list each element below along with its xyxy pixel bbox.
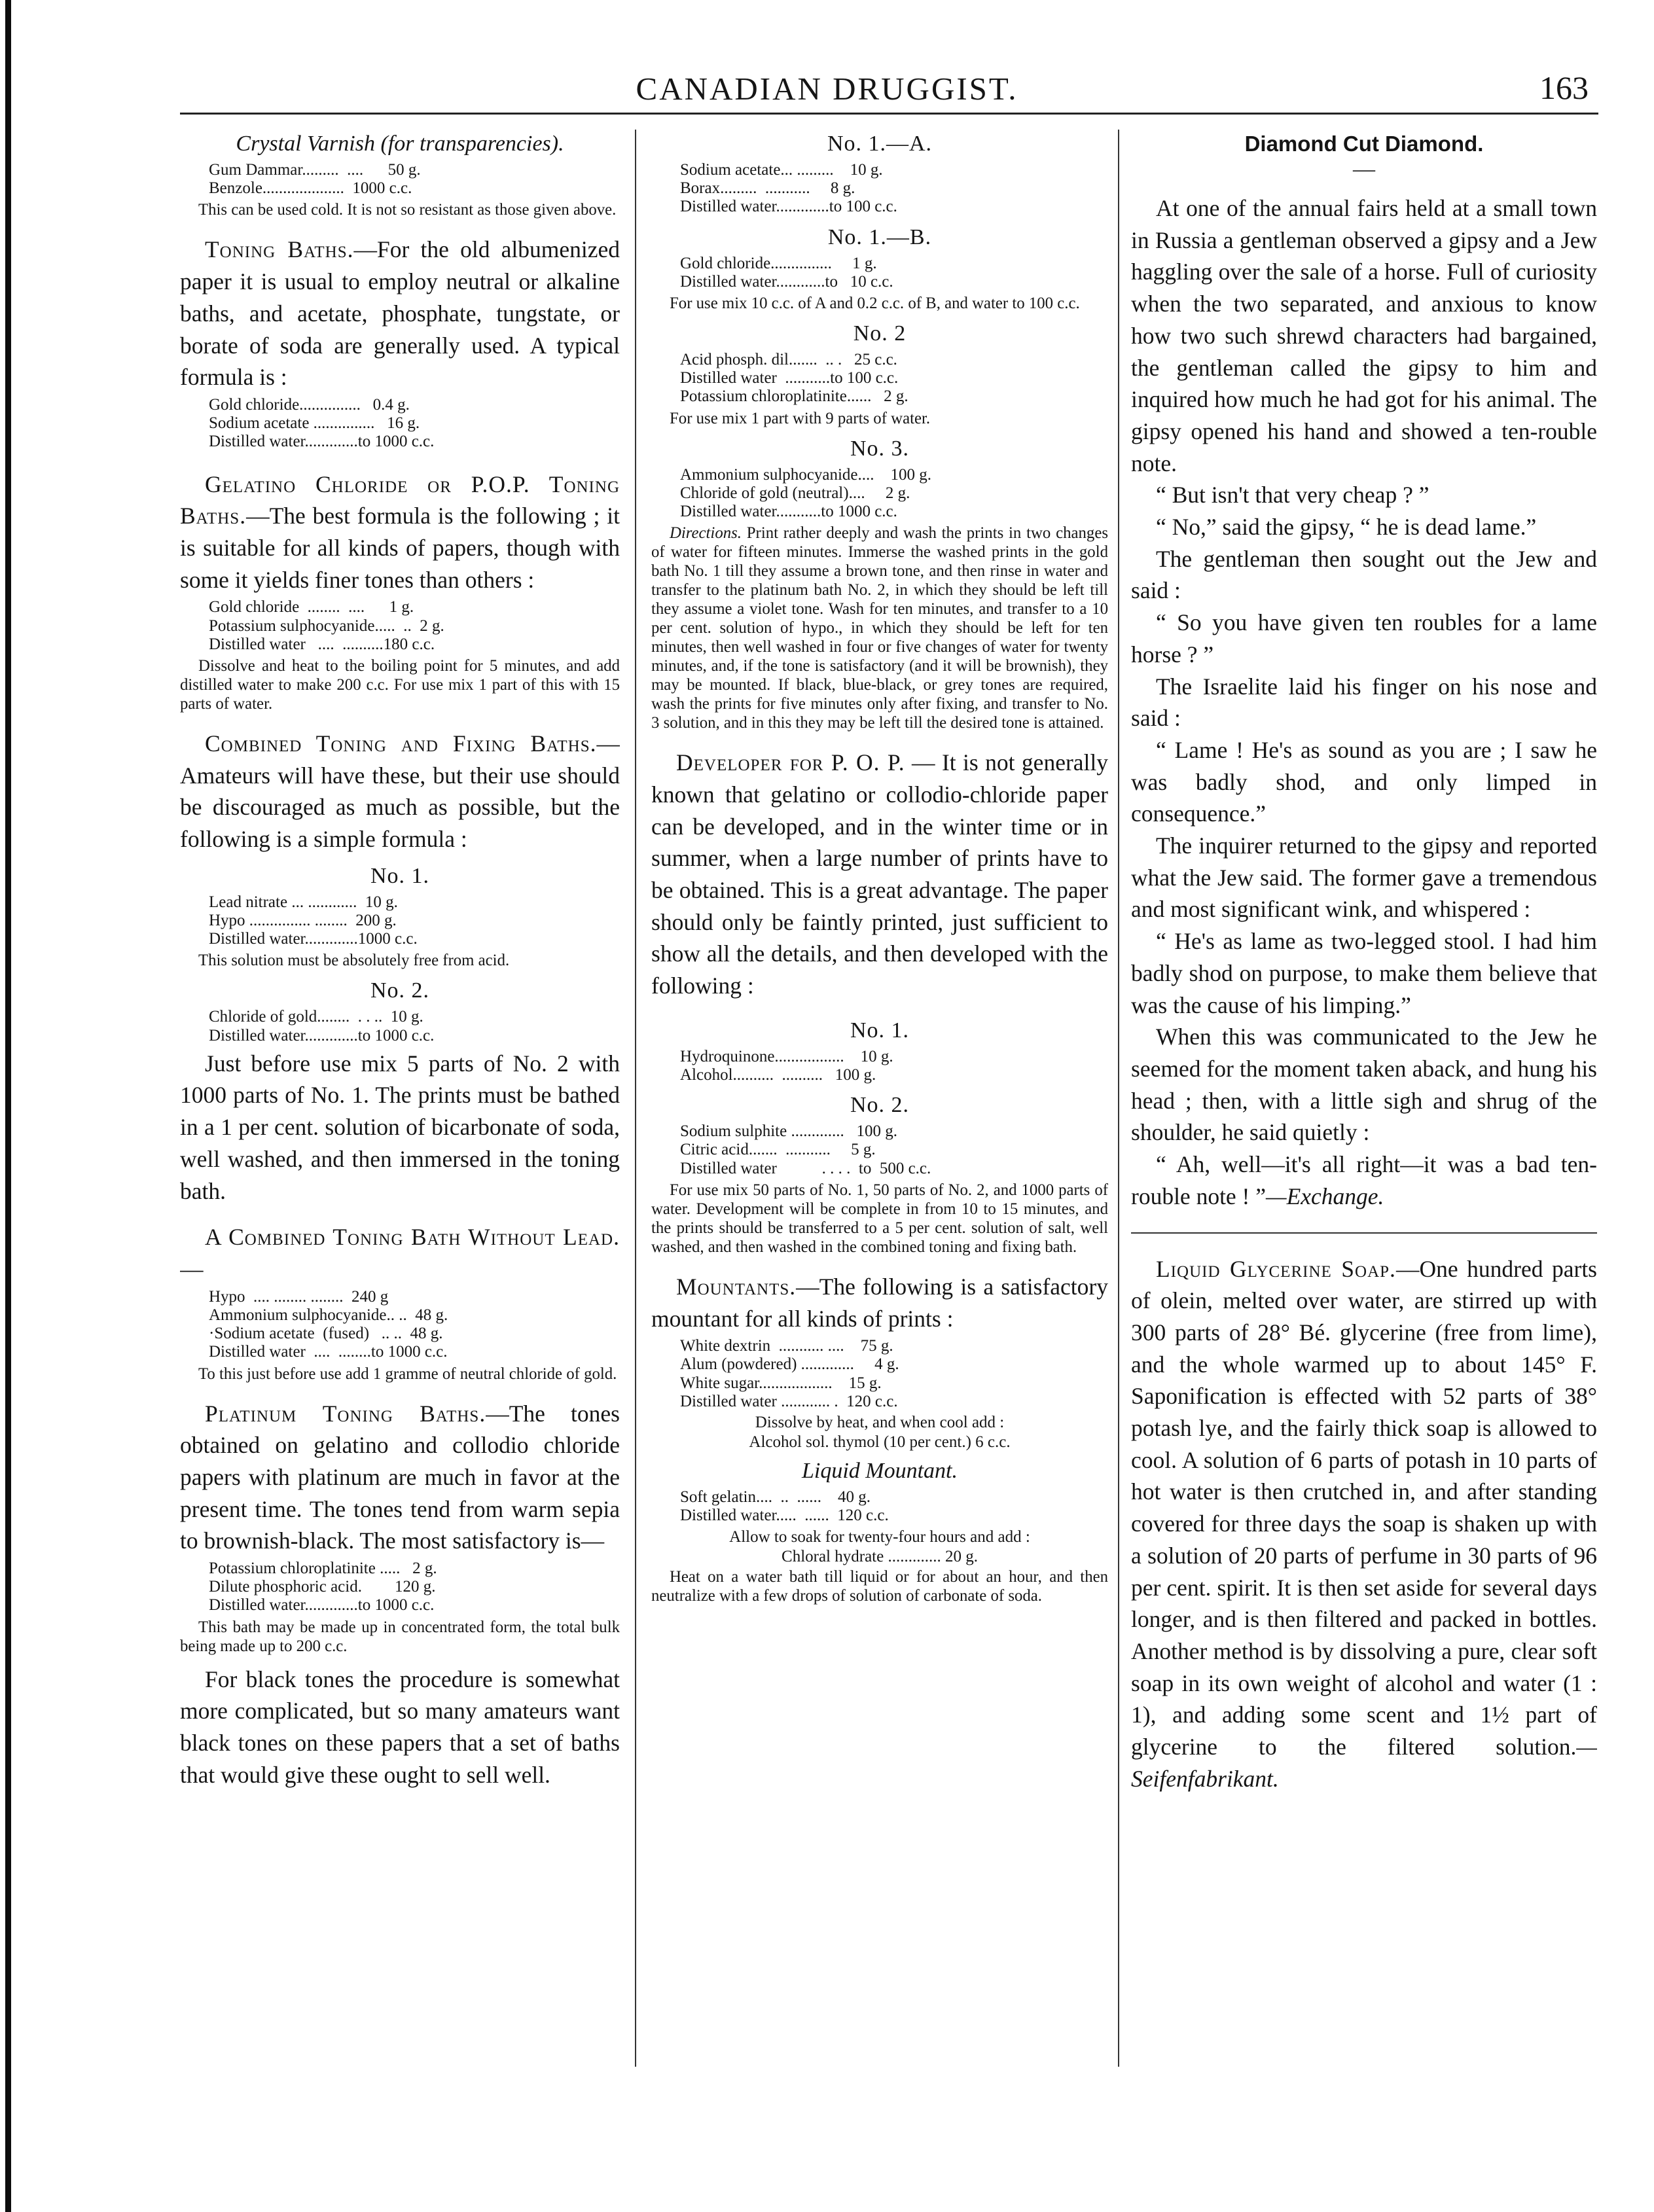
mountants-thymol: Alcohol sol. thymol (10 per cent.) 6 c.c.	[749, 1433, 1011, 1452]
mountants-lead: Mountants.	[676, 1273, 797, 1300]
mountants-paragraph: Mountants.—The following is a satisfactory mountant for all kinds of prints :	[651, 1273, 1108, 1332]
formula-row: Chloride of gold........ . . .. 10 g.	[209, 1008, 423, 1026]
formula-heading: No. 1.—B.	[827, 224, 932, 249]
combined-no-lead-formula	[209, 1288, 620, 1362]
formula-row: Distilled water .... ..........180 c.c.	[209, 635, 435, 653]
mountants-instruction: Dissolve by heat, and when cool add :	[755, 1414, 1005, 1432]
formula-row: Lead nitrate ... ............ 10 g.	[209, 893, 398, 911]
story-final-paragraph: “ Ah, well—it's all right—it was a bad ten-rouble note ! ”—Exchange.	[1131, 1151, 1597, 1209]
source-credit: —Exchange.	[1266, 1183, 1384, 1209]
developer-note: For use mix 50 parts of No. 1, 50 parts of No. 2, and 1000 parts of water. Development will be complete in from 10 to 15 minutes, and the prints should be transferred to a 5 per cent. solution of salt, well washed, and then washed in the combined toning and fixing bath.	[651, 1181, 1108, 1256]
combined-baths-paragraph: Combined Toning and Fixing Baths.—Amateurs will have these, but their use should be discouraged as much as possible, but the following is a simple formula :	[180, 730, 620, 853]
directions-lead: Directions.	[670, 524, 742, 543]
formula-row: Distilled water ...........to 100 c.c.	[680, 369, 899, 387]
formula-row: Potassium sulphocyanide..... .. 2 g.	[209, 616, 444, 635]
formula-row: Ammonium sulphocyanide.. .. 48 g.	[209, 1306, 448, 1324]
dev-no2-formula	[680, 1122, 1108, 1178]
formula-row: Distilled water.............1000 c.c.	[209, 930, 418, 948]
formula-row: White dextrin ........... .... 75 g.	[680, 1337, 893, 1355]
formula-row: Borax......... ........... 8 g.	[680, 179, 855, 198]
article-title: Diamond Cut Diamond.	[1244, 132, 1484, 156]
no2-formula	[209, 1008, 620, 1044]
crystal-varnish-heading: Crystal Varnish (for transparencies).	[236, 132, 564, 156]
column-right	[1131, 130, 1597, 2173]
formula-row: Gold chloride............... 1 g.	[680, 254, 877, 272]
no2-note: For use mix 1 part with 9 parts of water.	[670, 409, 931, 427]
formula-row: Chloride of gold (neutral).... 2 g.	[680, 484, 910, 502]
no1b-note: For use mix 10 c.c. of A and 0.2 c.c. of B, and water to 100 c.c.	[670, 294, 1080, 313]
no1b-formula	[680, 255, 1108, 291]
platinum-formula	[209, 1560, 620, 1615]
header-rule	[180, 113, 1598, 115]
formula-row: Distilled water . . . . to 500 c.c.	[680, 1159, 931, 1177]
dev-no1-formula	[680, 1048, 1108, 1084]
pop-note: Dissolve and heat to the boiling point for 5 minutes, and add distilled water to make 200 c.c. For use mix 1 part of this with 15 parts of water.	[180, 656, 620, 713]
formula-row: Gold chloride ........ .... 1 g.	[209, 598, 414, 616]
formula-row: Benzole.................... 1000 c.c.	[209, 179, 412, 198]
formula-heading: No. 2	[853, 321, 907, 346]
journal-title: CANADIAN DRUGGIST.	[636, 71, 1018, 107]
column-left	[180, 130, 620, 2173]
formula-row: Acid phosph. dil....... .. . 25 c.c.	[680, 351, 897, 369]
liquid-mountant-instruction: Allow to soak for twenty-four hours and add :	[729, 1527, 1030, 1546]
liquid-mountant-chloral: Chloral hydrate ............. 20 g.	[782, 1547, 978, 1565]
glycerine-soap-paragraph: Liquid Glycerine Soap.—One hundred parts of olein, melted over water, are stirred up with 300 parts of 28° Bé. glycerine (free from lime), and the whole warmed up to about 145° F. Saponification is effected with 52 parts of 38° potash lye, and the fairly thick soap is allowed to cool. A solution of 6 parts of potash in 10 parts of hot water is then crutched in, and after standing covered for three days the soap is shaken up with a solution of 20 parts of perfume in 30 parts of 96 per cent. spirit. It is then set aside for several days longer, and is then filtered and packed in bottles. Another method is by dissolving a pure, clear soft soap in its own weight of alcohol and water (1 : 1), and adding some scent and 1½ part of glycerine to the filtered solution.—Seifenfabrikant.	[1131, 1255, 1597, 1792]
crystal-varnish-formula	[209, 161, 620, 198]
crystal-varnish-note: This can be used cold. It is not so resistant as those given above.	[198, 201, 617, 219]
black-tones-paragraph: For black tones the procedure is somewhat more complicated, but so many amateurs want black tones on these papers that a set of baths that would give these ought to sell well.	[180, 1666, 620, 1788]
formula-row: Dilute phosphoric acid. 120 g.	[209, 1578, 436, 1596]
toning-baths-lead: Toning Baths.	[205, 236, 354, 263]
formula-row: Distilled water ............ . 120 c.c.	[680, 1392, 898, 1410]
toning-formula	[209, 396, 620, 452]
column-divider	[1118, 130, 1119, 2067]
story-paragraph: The inquirer returned to the gipsy and reported what the Jew said. The former gave a tremendous and most significant wink, and whispered :	[1131, 832, 1597, 923]
formula-heading: No. 2.	[850, 1093, 910, 1118]
combined-baths-lead: Combined Toning and Fixing Baths.	[205, 730, 597, 757]
glycerine-soap-lead: Liquid Glycerine Soap.	[1156, 1255, 1396, 1282]
story-paragraph: The Israelite laid his finger on his nose and said :	[1131, 673, 1597, 732]
formula-row: Distilled water.............to 1000 c.c.	[209, 433, 435, 451]
formula-row: Sodium sulphite ............. 100 g.	[680, 1122, 897, 1141]
mountants-formula	[680, 1337, 1108, 1411]
formula-row: Potassium chloroplatinite...... 2 g.	[680, 387, 908, 406]
toning-baths-paragraph: Toning Baths.—For the old albumenized paper it is usual to employ neutral or alkaline baths, and acetate, phosphate, tungstate, or borate of soda are generally used. A typical formula is :	[180, 236, 620, 391]
mix-paragraph: Just before use mix 5 parts of No. 2 with 1000 parts of No. 1. The prints must be bathed in a 1 per cent. solution of bicarbonate of soda, well washed, and then immersed in the toning bath.	[180, 1050, 620, 1204]
story-paragraph: The gentleman then sought out the Jew and said :	[1131, 545, 1597, 604]
column-divider	[635, 130, 636, 2067]
combined-no-lead-lead: A Combined Toning Bath Without Lead.	[205, 1224, 620, 1251]
story-paragraph: When this was communicated to the Jew he seemed for the moment taken aback, and hung his head ; then, with a little sigh and shrug of the shoulder, he said quietly :	[1131, 1024, 1597, 1146]
formula-row: Hydroquinone................. 10 g.	[680, 1047, 893, 1065]
platinum-note: This bath may be made up in concentrated form, the total bulk being made up to 200 c.c.	[180, 1618, 620, 1655]
formula-row: Distilled water.............to 1000 c.c.	[209, 1596, 435, 1614]
formula-row: White sugar.................. 15 g.	[680, 1374, 882, 1392]
formula-row: Distilled water............to 10 c.c.	[680, 272, 893, 291]
liquid-mountant-note: Heat on a water bath till liquid or for about an hour, and then neutralize with a few drops of solution of carbonate of soda.	[651, 1567, 1108, 1605]
story-paragraph: “ So you have given ten roubles for a lame horse ? ”	[1131, 609, 1597, 668]
formula-row: Ammonium sulphocyanide.... 100 g.	[680, 465, 931, 484]
pop-toning-paragraph: Gelatino Chloride or P.O.P. Toning Baths.—The best formula is the following ; it is suitable for all kinds of papers, though with some it yields finer tones than others :	[180, 471, 620, 593]
formula-heading: No. 2.	[370, 978, 430, 1003]
developer-lead: Developer for P. O. P.	[676, 749, 905, 776]
formula-row: Citric acid....... ........... 5 g.	[680, 1141, 876, 1159]
formula-row: Distilled water.............to 100 c.c.	[680, 198, 897, 216]
pop-formula	[209, 598, 620, 654]
formula-row: Hypo ............... ........ 200 g.	[209, 911, 397, 929]
formula-heading: No. 3.	[850, 436, 910, 461]
source-credit: —Seifenfabrikant.	[1131, 1734, 1597, 1792]
formula-heading: No. 1.—A.	[827, 132, 933, 156]
page-number: 163	[1539, 69, 1589, 106]
developer-paragraph: Developer for P. O. P. — It is not generally known that gelatino or collodio-chloride paper can be developed, and in the winter time or in summer, when a large number of prints have to be obtained. This is a great advantage. The paper should only be faintly printed, just sufficient to show all the details, and then developed with the following :	[651, 749, 1108, 999]
formula-row: Potassium chloroplatinite ..... 2 g.	[209, 1560, 437, 1578]
story-paragraph: “ But isn't that very cheap ? ”	[1156, 482, 1429, 508]
platinum-paragraph: Platinum Toning Baths.—The tones obtained on gelatino and collodio chloride papers with platinum are much in favor at the present time. The tones tend from warm sepia to brownish-black. The most satisfactory is—	[180, 1400, 620, 1554]
directions-paragraph: Directions. Print rather deeply and wash the prints in two changes of water for fifteen minutes. Immerse the washed prints in the gold bath No. 1 till they assume a brown tone, and then rinse in water and transfer to the platinum bath No. 2, in which they should be left till they assume a violet tone. Wash for ten minutes, and transfer to a 10 per cent. solution of hypo., in which they should be left for ten minutes, then well washed in four or five changes of water for twenty minutes, and, if the tone is satisfactory (and it will be brownish), they may be mounted. If black, blue-black, or grey tones are required, wash the prints for five minutes only after fixing, and transfer to No. 3 solution, and in this they may be left till the desired tone is attained.	[651, 524, 1108, 732]
formula-row: Distilled water...........to 1000 c.c.	[680, 503, 897, 521]
column-middle	[651, 130, 1108, 2173]
story-paragraph: “ Lame ! He's as sound as you are ; I saw he was badly shod, and only limped in consequence.”	[1131, 736, 1597, 827]
no1-formula	[209, 893, 620, 949]
no3-formula	[680, 466, 1108, 522]
formula-heading: No. 1.	[850, 1018, 910, 1043]
no1a-formula	[680, 161, 1108, 217]
formula-row: ·Sodium acetate (fused) .. .. 48 g.	[209, 1325, 443, 1343]
formula-row: Distilled water.............to 1000 c.c.	[209, 1026, 435, 1044]
formula-row: Soft gelatin.... .. ...... 40 g.	[680, 1488, 871, 1507]
formula-heading: No. 1.	[370, 863, 430, 888]
formula-row: Sodium acetate... ......... 10 g.	[680, 161, 883, 179]
no2-formula	[680, 351, 1108, 406]
formula-row: Alcohol.......... .......... 100 g.	[680, 1066, 876, 1084]
combined-no-lead-paragraph: A Combined Toning Bath Without Lead.—	[180, 1224, 620, 1282]
platinum-lead: Platinum Toning Baths.	[205, 1400, 486, 1427]
story-paragraph: “ He's as lame as two-legged stool. I had him badly shod on purpose, to make them believe that was the cause of his limping.”	[1131, 928, 1597, 1018]
formula-row: Gold chloride............... 0.4 g.	[209, 395, 410, 414]
formula-row: Distilled water .... ........to 1000 c.c.	[209, 1343, 448, 1361]
pop-toning-lead: Gelatino Chloride or P.O.P. Toning Baths.	[180, 471, 620, 529]
formula-row: Sodium acetate ............... 16 g.	[209, 414, 420, 433]
story-paragraph: At one of the annual fairs held at a small town in Russia a gentleman observed a gipsy and a Jew haggling over the sale of a horse. Full of curiosity when the two separated, and anxious to know how two such shrewd characters had bargained, the gentleman called the gipsy to him and inquired how much he had got for his animal. The gipsy opened his hand and showed a ten-rouble note.	[1131, 195, 1597, 476]
combined-no-lead-note: To this just before use add 1 gramme of neutral chloride of gold.	[198, 1365, 617, 1383]
section-divider	[1131, 1232, 1597, 1234]
no1-note: This solution must be absolutely free from acid.	[198, 952, 510, 970]
page-left-edge	[5, 0, 11, 2212]
formula-row: Distilled water..... ...... 120 c.c.	[680, 1507, 889, 1525]
title-dash: —	[1353, 157, 1375, 181]
liquid-mountant-formula	[680, 1488, 1108, 1525]
story-paragraph: “ No,” said the gipsy, “ he is dead lame.”	[1156, 514, 1537, 541]
formula-row: Alum (powdered) ............. 4 g.	[680, 1355, 899, 1374]
liquid-mountant-heading: Liquid Mountant.	[801, 1459, 958, 1484]
formula-row: Gum Dammar......... .... 50 g.	[209, 161, 421, 179]
formula-row: Hypo .... ........ ........ 240 g	[209, 1287, 389, 1306]
